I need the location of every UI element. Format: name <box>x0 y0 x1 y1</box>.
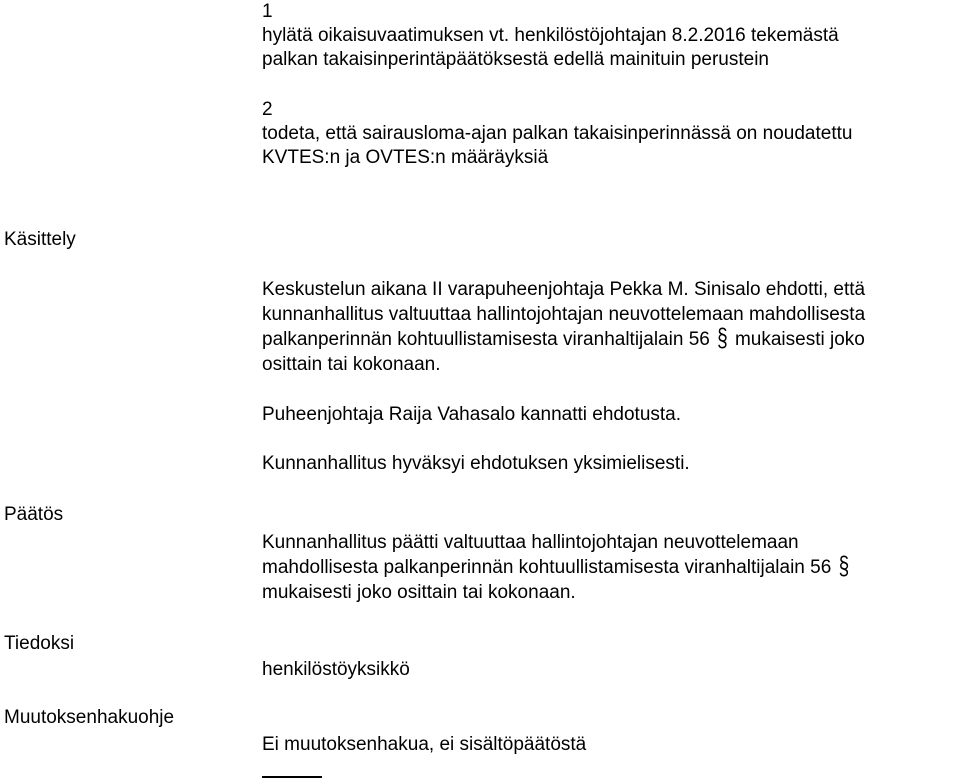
item-2-text-line-1: todeta, että sairausloma-ajan palkan takaisinperinnässä on noudatettu <box>262 123 853 144</box>
kasittely-line-3-text-b: mukaisesti joko <box>734 329 865 350</box>
kasittely-paragraph-1-line-3 <box>262 325 865 354</box>
kasittely-paragraph-1-line-2: kunnanhallitus valtuuttaa hallintojohtajan neuvottelemaan mahdollisesta <box>262 304 866 325</box>
item-1-text-line-2: palkan takaisinperintäpäätöksestä edellä mainituin perustein <box>262 49 769 70</box>
muutoksenhakuohje-value: Ei muutoksenhakua, ei sisältöpäätöstä <box>262 734 587 755</box>
paatos-line-1: Kunnanhallitus päätti valtuuttaa hallintojohtajan neuvottelemaan <box>262 532 799 553</box>
tiedoksi-value: henkilöstöyksikkö <box>262 659 410 680</box>
kasittely-paragraph-3: Kunnanhallitus hyväksyi ehdotuksen yksimielisesti. <box>262 453 690 474</box>
item-2-number: 2 <box>262 99 273 120</box>
paatos-line-2-text: mahdollisesta palkanperinnän kohtuullistamisesta viranhaltijalain 56 <box>262 557 832 578</box>
kasittely-paragraph-1-line-1: Keskustelun aikana II varapuheenjohtaja Pekka M. Sinisalo ehdotti, että <box>262 279 866 300</box>
section-sign: § <box>838 553 850 582</box>
kasittely-line-3-text-a: palkanperinnän kohtuullistamisesta viranhaltijalain 56 <box>262 329 710 350</box>
kasittely-paragraph-2: Puheenjohtaja Raija Vahasalo kannatti ehdotusta. <box>262 404 682 425</box>
item-1-number: 1 <box>262 1 273 22</box>
item-1-text-line-1: hylätä oikaisuvaatimuksen vt. henkilöstöjohtajan 8.2.2016 tekemästä <box>262 25 839 46</box>
item-2-text-line-2: KVTES:n ja OVTES:n määräyksiä <box>262 147 549 168</box>
paatos-line-2 <box>262 553 851 582</box>
paatos-label: Päätös <box>4 504 64 525</box>
section-sign: § <box>717 325 728 354</box>
underline-divider <box>262 776 322 778</box>
muutoksenhakuohje-label: Muutoksenhakuohje <box>4 707 175 728</box>
paatos-line-3: mukaisesti joko osittain tai kokonaan. <box>262 582 576 603</box>
tiedoksi-label: Tiedoksi <box>4 633 75 654</box>
kasittely-paragraph-1-line-4: osittain tai kokonaan. <box>262 354 441 375</box>
kasittely-label: Käsittely <box>4 229 76 250</box>
